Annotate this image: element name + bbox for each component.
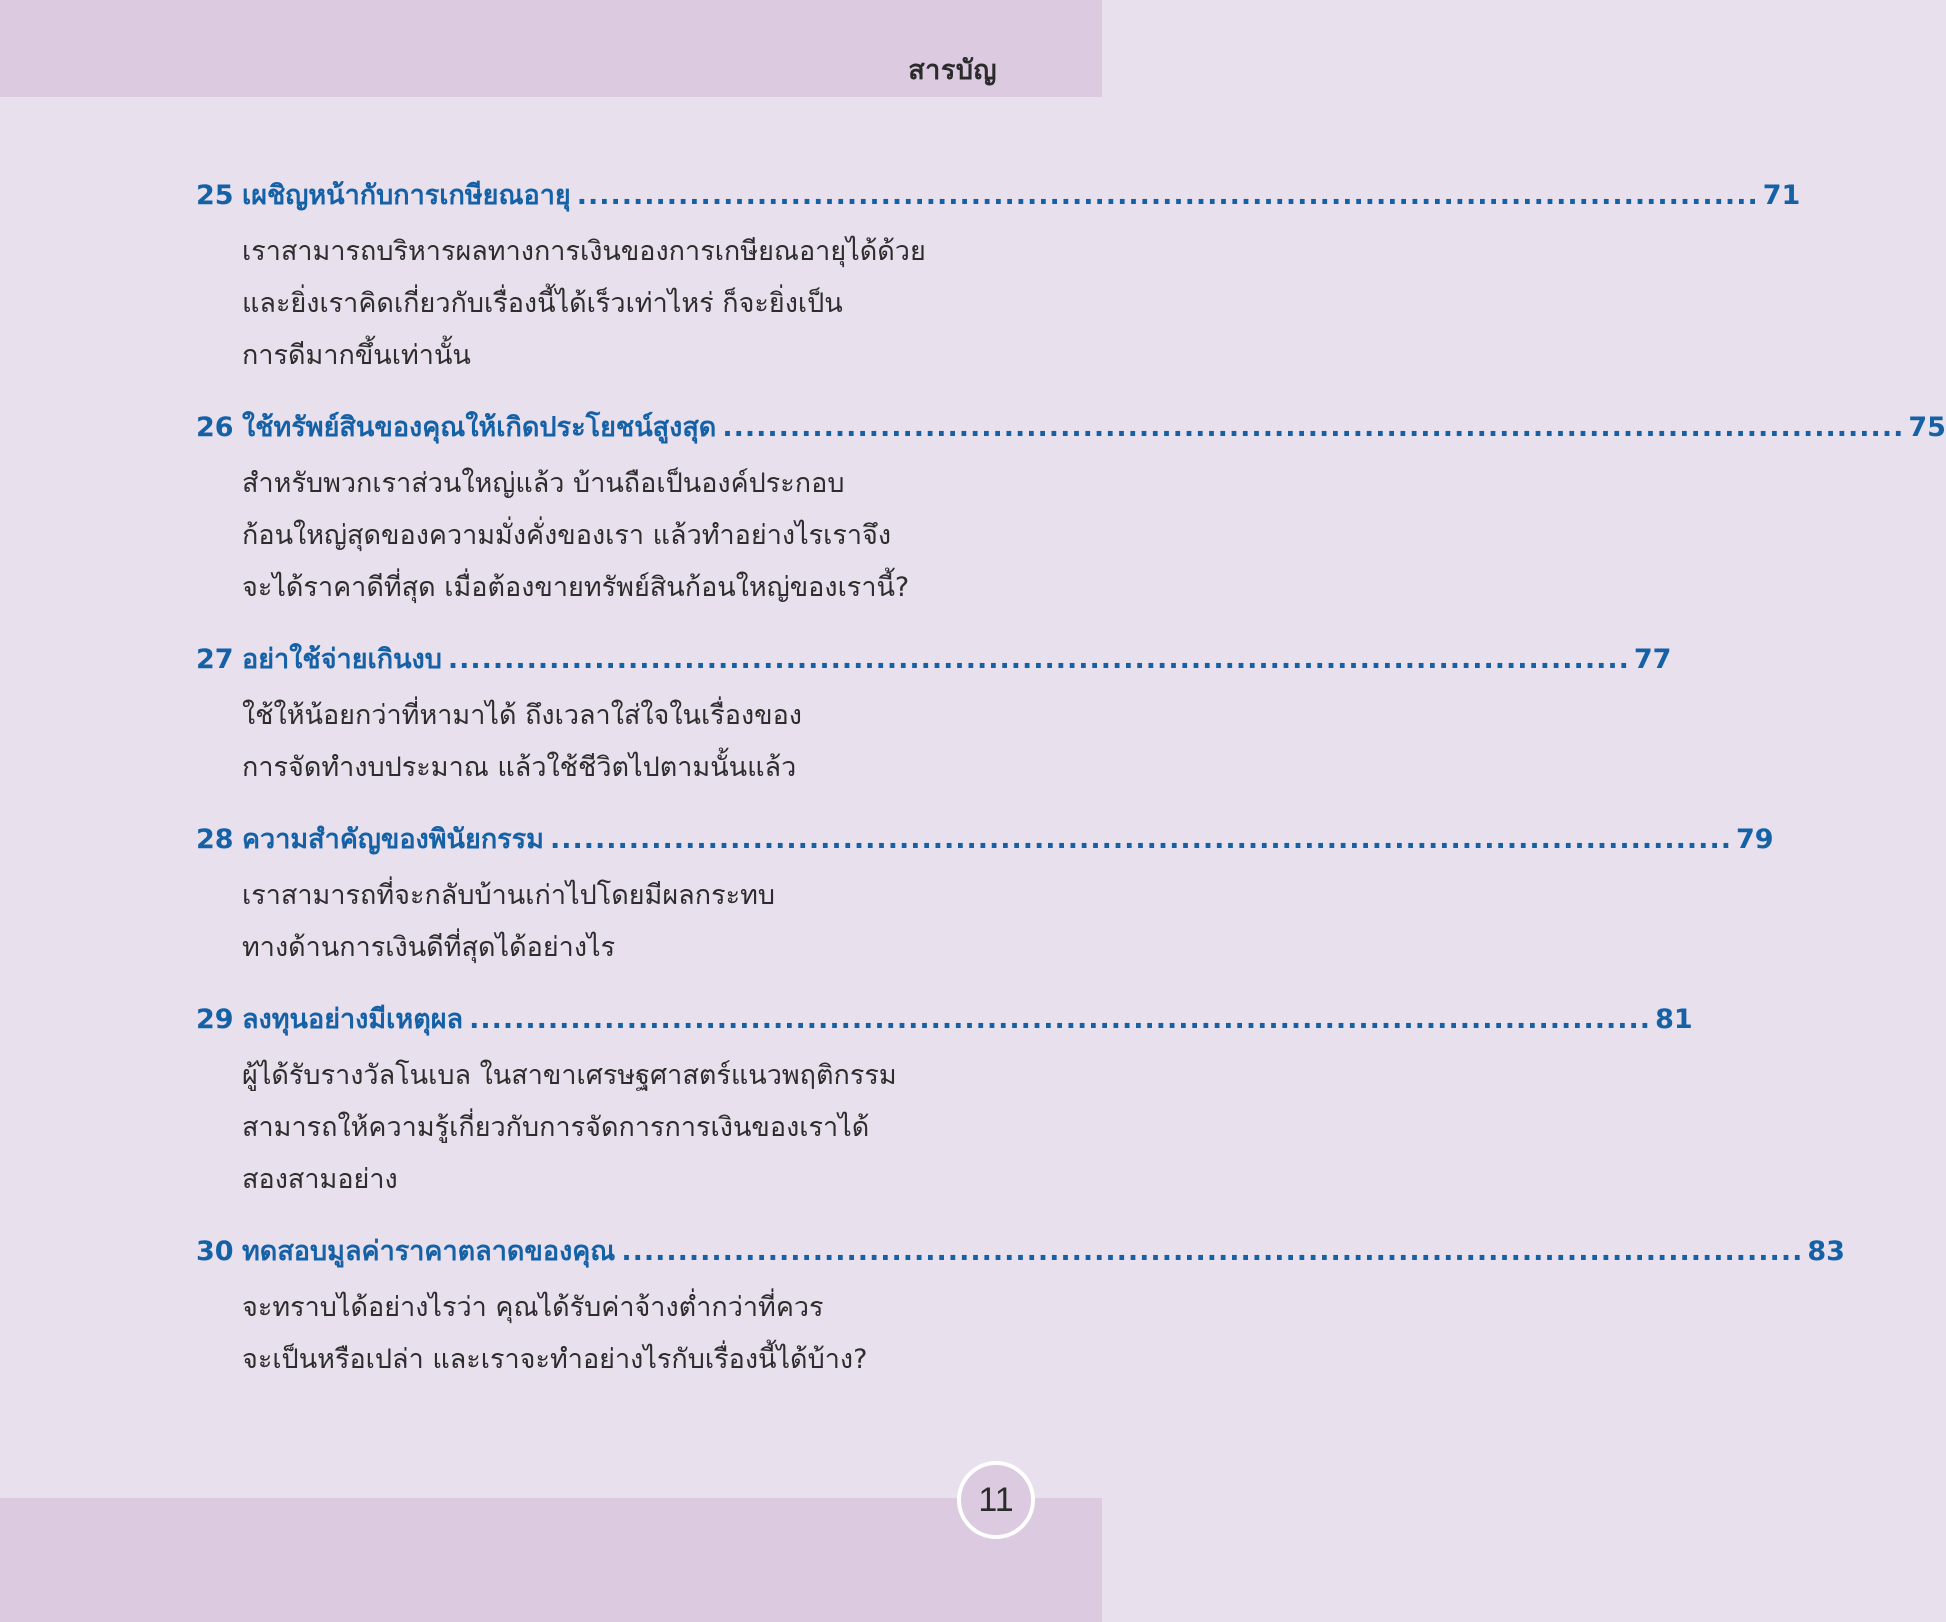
dot-leader: ......................................................................................................... <box>722 412 1905 443</box>
description-line: การดีมากขึ้นเท่านั้น <box>242 340 471 371</box>
description-line: สองสามอย่าง <box>242 1164 398 1195</box>
chapter-page-number: 79 <box>1735 824 1774 855</box>
toc-entry <box>196 816 1774 974</box>
chapter-title: ความสำคัญของพินัยกรรม <box>242 824 544 855</box>
chapter-number: 26 <box>196 412 234 443</box>
description-line: ใช้ให้น้อยกว่าที่หามาได้ ถึงเวลาใส่ใจในเรื่องของ <box>242 700 802 731</box>
toc-entry <box>196 636 1672 794</box>
description-line: และยิ่งเราคิดเกี่ยวกับเรื่องนี้ได้เร็วเท่าไหร่ ก็จะยิ่งเป็น <box>242 288 843 319</box>
chapter-description <box>242 458 994 614</box>
description-line: จะเป็นหรือเปล่า และเราจะทำอย่างไรกับเรื่องนี้ได้บ้าง? <box>242 1344 868 1375</box>
dot-leader: ......................................................................................................... <box>447 644 1630 675</box>
description-line: เราสามารถบริหารผลทางการเงินของการเกษียณอายุได้ด้วย <box>242 236 926 267</box>
chapter-description <box>242 1282 994 1386</box>
description-line: ทางด้านการเงินดีที่สุดได้อย่างไร <box>242 932 616 963</box>
toc-entry-heading[interactable] <box>196 172 1801 220</box>
description-line: การจัดทำงบประมาณ แล้วใช้ชีวิตไปตามนั้นแล้ว <box>242 752 797 783</box>
page-number-badge: 11 <box>957 1461 1035 1539</box>
description-line: เราสามารถที่จะกลับบ้านเก่าไปโดยมีผลกระทบ <box>242 880 776 911</box>
toc-entry-heading[interactable] <box>196 1228 1845 1276</box>
description-line: จะได้ราคาดีที่สุด เมื่อต้องขายทรัพย์สินก้อนใหญ่ของเรานี้? <box>242 572 910 603</box>
toc-entry <box>196 1228 1845 1386</box>
description-line: ผู้ได้รับรางวัลโนเบล ในสาขาเศรษฐศาสตร์แนวพฤติกรรม <box>242 1060 897 1091</box>
toc-entry-heading[interactable] <box>196 996 1693 1044</box>
chapter-description <box>242 226 994 382</box>
footer-band <box>0 1498 1102 1622</box>
chapter-number: 28 <box>196 824 234 855</box>
chapter-description <box>242 870 994 974</box>
toc-entry <box>196 996 1693 1206</box>
toc-entry-heading[interactable] <box>196 404 1946 452</box>
dot-leader: ......................................................................................................... <box>549 824 1732 855</box>
dot-leader: ......................................................................................................... <box>469 1004 1652 1035</box>
description-line: สำหรับพวกเราส่วนใหญ่แล้ว บ้านถือเป็นองค์ประกอบ <box>242 468 845 499</box>
chapter-page-number: 81 <box>1655 1004 1693 1035</box>
chapter-title: ลงทุนอย่างมีเหตุผล <box>242 1004 464 1035</box>
chapter-description <box>242 690 994 794</box>
table-of-contents <box>196 172 1946 1408</box>
description-line: สามารถให้ความรู้เกี่ยวกับการจัดการการเงินของเราได้ <box>242 1112 870 1143</box>
chapter-page-number: 83 <box>1807 1236 1845 1267</box>
toc-entry <box>196 404 1946 614</box>
chapter-description <box>242 1050 994 1206</box>
toc-entry-heading[interactable] <box>196 816 1774 864</box>
dot-leader: ......................................................................................................... <box>576 180 1759 211</box>
chapter-title: ใช้ทรัพย์สินของคุณให้เกิดประโยชน์สูงสุด <box>242 412 717 443</box>
chapter-number: 30 <box>196 1236 234 1267</box>
chapter-number: 25 <box>196 180 234 211</box>
chapter-title: อย่าใช้จ่ายเกินงบ <box>242 644 442 675</box>
chapter-title: ทดสอบมูลค่าราคาตลาดของคุณ <box>242 1236 616 1267</box>
dot-leader: ......................................................................................................... <box>621 1236 1804 1267</box>
chapter-number: 27 <box>196 644 234 675</box>
description-line: ก้อนใหญ่สุดของความมั่งคั่งของเรา แล้วทำอย่างไรเราจึง <box>242 520 892 551</box>
chapter-page-number: 77 <box>1633 644 1672 675</box>
chapter-number: 29 <box>196 1004 234 1035</box>
chapter-page-number: 75 <box>1908 412 1946 443</box>
chapter-title: เผชิญหน้ากับการเกษียณอายุ <box>242 180 571 211</box>
toc-entry-heading[interactable] <box>196 636 1672 684</box>
chapter-page-number: 71 <box>1762 180 1801 211</box>
toc-entry <box>196 172 1801 382</box>
page-header-title: สารบัญ <box>908 55 997 86</box>
description-line: จะทราบได้อย่างไรว่า คุณได้รับค่าจ้างต่ำกว่าที่ควร <box>242 1292 824 1323</box>
